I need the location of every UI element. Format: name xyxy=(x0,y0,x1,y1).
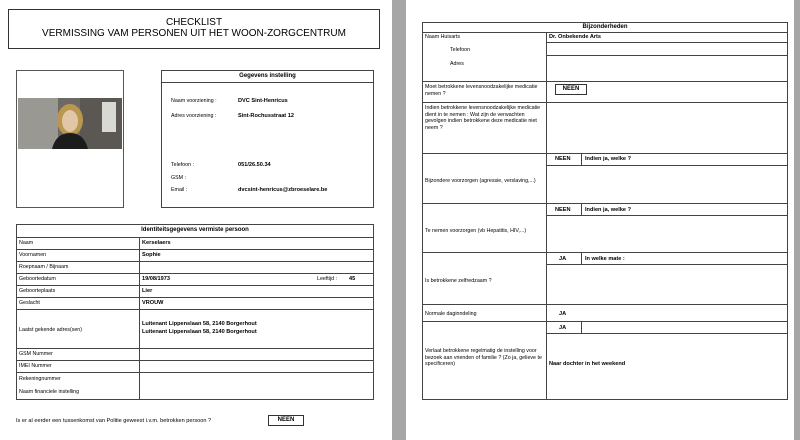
identity-row-value: Lier xyxy=(142,288,153,294)
financial-institution-label: Naam financiele instelling xyxy=(19,389,80,395)
medication-detail-label: Indien betrokkene levensnoodzakelijke medicatie dient in te nemen : Wat zijn de verwachten gevolgen indien betrokkene deze medicatie niet neem ? xyxy=(425,105,541,131)
doctor-address-label: Adres xyxy=(450,61,464,67)
last-address-line-1: Luitenant Lippenslaan 58, 2140 Borgerhout xyxy=(142,321,257,327)
doctor-value: Dr. Onbekende Arts xyxy=(549,34,602,40)
selfreliant-answer: JA xyxy=(559,256,567,262)
account-number-label: Rekeningnummer xyxy=(19,376,61,382)
identity-row-label: Roepnaam / Bijnaam xyxy=(19,264,69,270)
identity-row-value: 19/08/1973 xyxy=(142,276,170,282)
facility-panel xyxy=(161,70,374,208)
measures-followup: Indien ja, welke ? xyxy=(585,207,632,213)
details-header: Bijzonderheden xyxy=(582,24,628,30)
document-page-1 xyxy=(0,0,392,440)
last-address-label: Laatst gekende adres(sen) xyxy=(19,327,83,333)
identity-row-value: Kerselaers xyxy=(142,240,171,246)
person-photo xyxy=(18,98,122,149)
measures-answer: NEEN xyxy=(555,207,571,213)
gsm-number-label: GSM Nummer xyxy=(19,351,53,357)
measures-label: Te nemen voorzorgen (vb Hepatitis, HIV,...) xyxy=(425,228,527,234)
medication-label: Moet betrokkene levensnoodzakelijke medicatie nemen ? xyxy=(425,84,538,97)
precautions-followup: Indien ja, welke ? xyxy=(585,156,632,162)
precautions-answer: NEEN xyxy=(555,156,571,162)
document-page-2 xyxy=(406,0,794,440)
normal-day-label: Normale daginndeling xyxy=(425,311,477,317)
facility-phone-label: Telefoon : xyxy=(171,162,194,168)
identity-row-value: VROUW xyxy=(142,300,164,306)
police-answer: NEEN xyxy=(268,415,304,426)
facility-email-label: Email : xyxy=(171,187,188,193)
person-photo-frame xyxy=(16,70,124,208)
identity-header: Identiteitsgegevens vermiste persoon xyxy=(141,227,249,233)
identity-row-label: Geboortedatum xyxy=(19,276,56,282)
identity-row-label: Naam xyxy=(19,240,34,246)
facility-name-value: DVC Sint-Henricus xyxy=(238,98,288,104)
details-table xyxy=(422,22,788,400)
facility-address-label: Adres voorziening : xyxy=(171,113,217,119)
identity-row-value: Sophie xyxy=(142,252,161,258)
facility-email-value: dvcsint-henricus@zbroeselare.be xyxy=(238,187,328,193)
visits-label: Verlaat betrokkene regelmatig de instelling voor bezoek aan vrienden of familie ? (Zo ja, gelieve te specificeren) xyxy=(425,348,542,367)
identity-row-label: Geslacht xyxy=(19,300,40,306)
identity-row-label: Voornamen xyxy=(19,252,47,258)
facility-gsm-label: GSM : xyxy=(171,175,187,181)
precautions-label: Bijzondere voorzorgen (agressie, verslaving,...) xyxy=(425,178,536,184)
title-line-2: VERMISSING VAM PERSONEN UIT HET WOON-ZORGCENTRUM xyxy=(42,28,346,39)
imei-number-label: IMEI Nummer xyxy=(19,363,52,369)
visits-detail: Naar dochter in het weekend xyxy=(549,361,626,367)
selfreliant-label: Is betrokkene zelfredzaam ? xyxy=(425,278,492,284)
doctor-phone-label: Telefoon xyxy=(450,47,471,53)
facility-header: Gegevens instelling xyxy=(239,73,296,79)
medication-answer: NEEN xyxy=(555,84,587,95)
selfreliant-followup: In welke mate : xyxy=(585,256,625,262)
doctor-label: Naam Huisarts xyxy=(425,34,461,40)
police-question: Is er al eerder een tussenkomst van Politie geweest i.v.m. betrokken persoon ? xyxy=(16,418,212,424)
normal-day-answer: JA xyxy=(559,311,567,317)
facility-phone-value: 051/26.50.34 xyxy=(238,162,271,168)
title-line-1: CHECKLIST xyxy=(165,17,223,28)
identity-row-label: Geboorteplaats xyxy=(19,288,56,294)
page-title xyxy=(8,9,380,49)
identity-table xyxy=(16,224,374,400)
age-label: Leeftijd : xyxy=(317,276,338,282)
facility-address-value: Sint-Rochusstraat 12 xyxy=(238,113,294,119)
age-value: 45 xyxy=(349,276,356,282)
visits-answer: JA xyxy=(559,325,567,331)
last-address-line-2: Luitenant Lippenslaan 58, 2140 Borgerhout xyxy=(142,329,257,335)
facility-name-label: Naam voorziening : xyxy=(171,98,217,104)
